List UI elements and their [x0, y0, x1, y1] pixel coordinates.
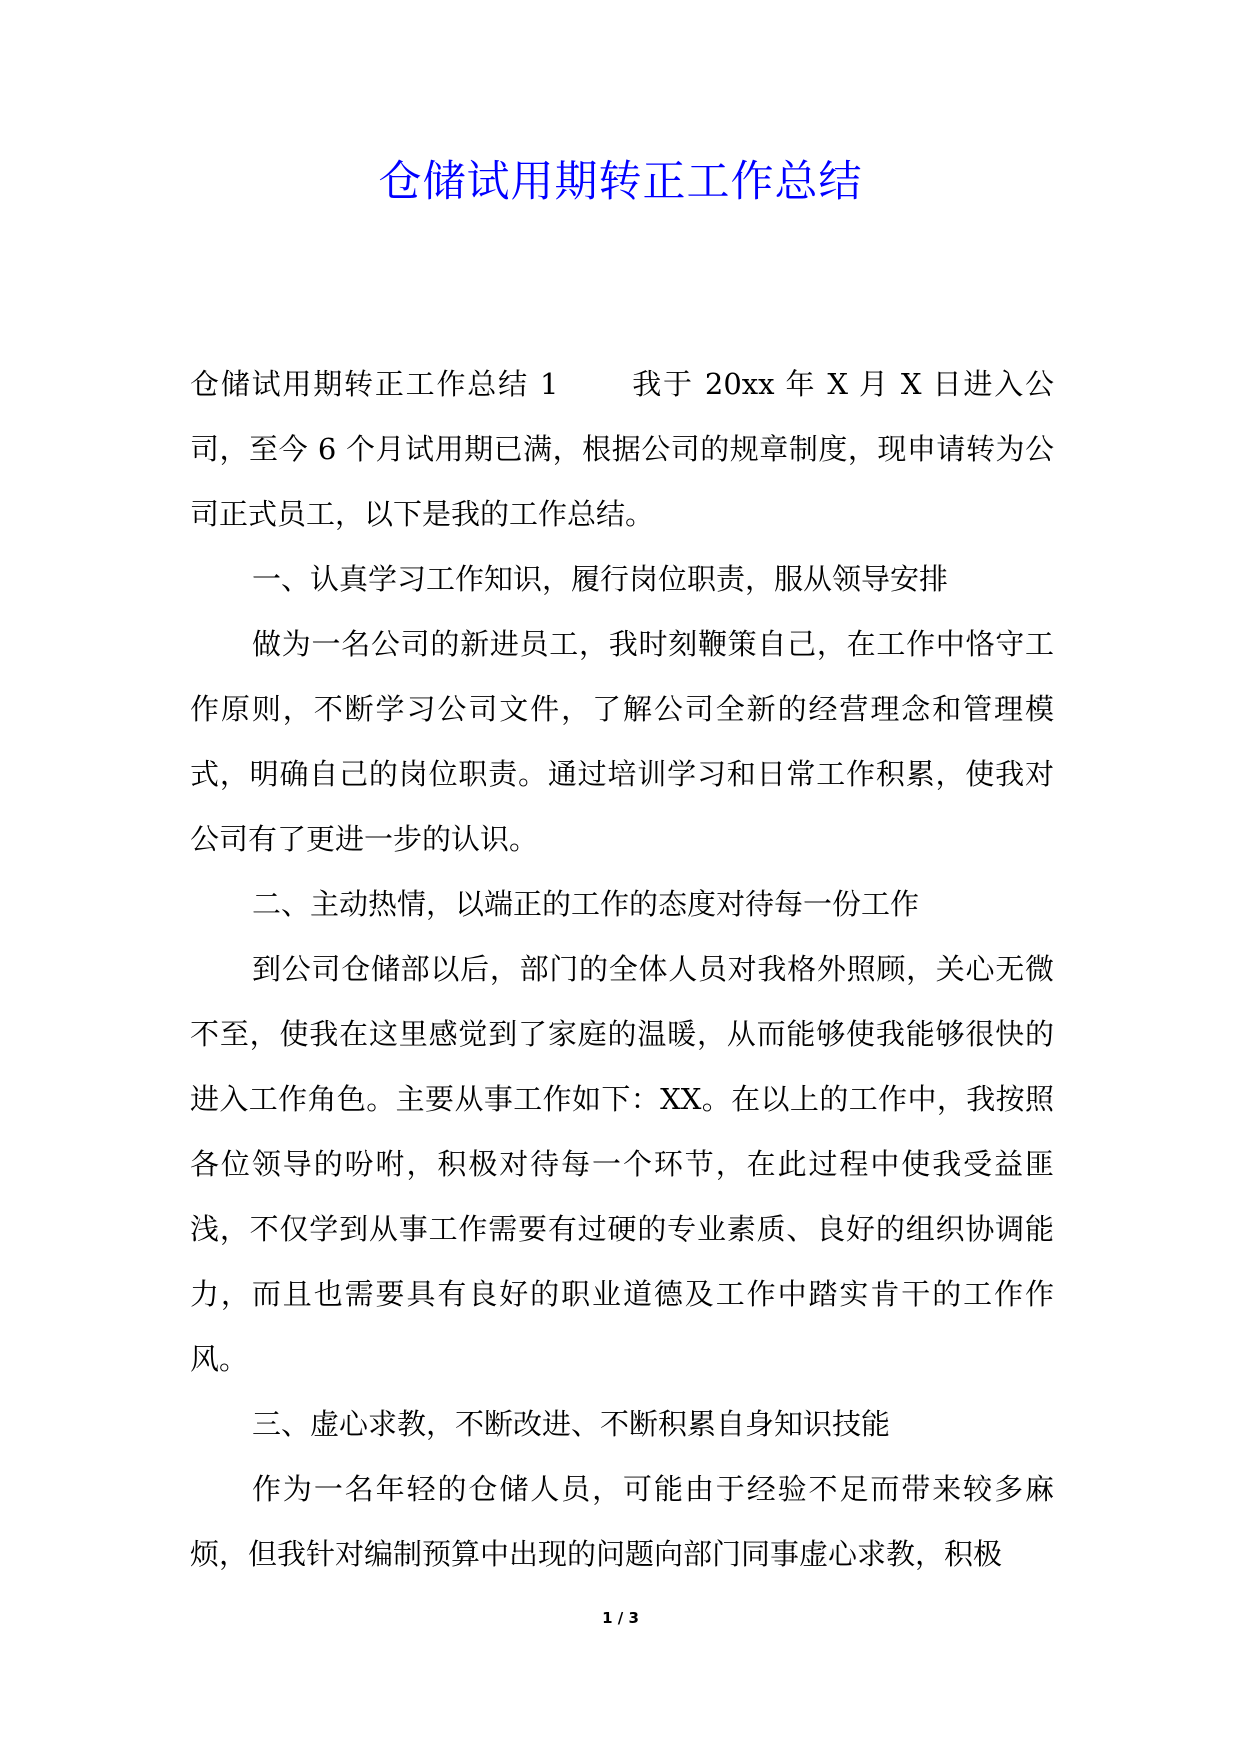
section-2-text: 到公司仓储部以后，部门的全体人员对我格外照顾，关心无微不至，使我在这里感觉到了家庭的温暖，从而能够使我能够很快的进入工作角色。主要从事工作如下：XX。在以上的工作中，我按照各位领导的吩咐，积极对待每一个环节，在此过程中使我受益匪浅，不仅学到从事工作需要有过硬的专业素质、良好的组织协调能力，而且也需要具有良好的职业道德及工作中踏实肯干的工作作风。 — [190, 952, 1054, 1376]
section-1-heading: 一、认真学习工作知识，履行岗位职责，服从领导安排 — [252, 562, 949, 596]
document-title: 仓储试用期转正工作总结 — [378, 157, 863, 207]
intro-heading: 仓储试用期转正工作总结 1 — [190, 367, 559, 401]
section-3-heading: 三、虚心求教，不断改进、不断积累自身知识技能 — [252, 1407, 891, 1441]
intro-paragraph — [190, 352, 1054, 547]
section-1-text: 做为一名公司的新进员工，我时刻鞭策自己，在工作中恪守工作原则，不断学习公司文件，了解公司全新的经营理念和管理模式，明确自己的岗位职责。通过培训学习和日常工作积累，使我对公司有了更进一步的认识。 — [190, 627, 1054, 856]
section-2-heading: 二、主动热情，以端正的工作的态度对待每一份工作 — [252, 887, 920, 921]
section-3-text: 作为一名年轻的仓储人员，可能由于经验不足而带来较多麻烦，但我针对编制预算中出现的问题向部门同事虚心求教，积极 — [190, 1472, 1054, 1571]
intro-text: 我于 20xx 年 X 月 X 日进入公司，至今 6 个月试用期已满，根据公司的规章制度，现申请转为公司正式员工，以下是我的工作总结。 — [190, 367, 1055, 531]
page-number: 1 / 3 — [602, 1609, 639, 1627]
document-body — [190, 352, 1054, 1587]
